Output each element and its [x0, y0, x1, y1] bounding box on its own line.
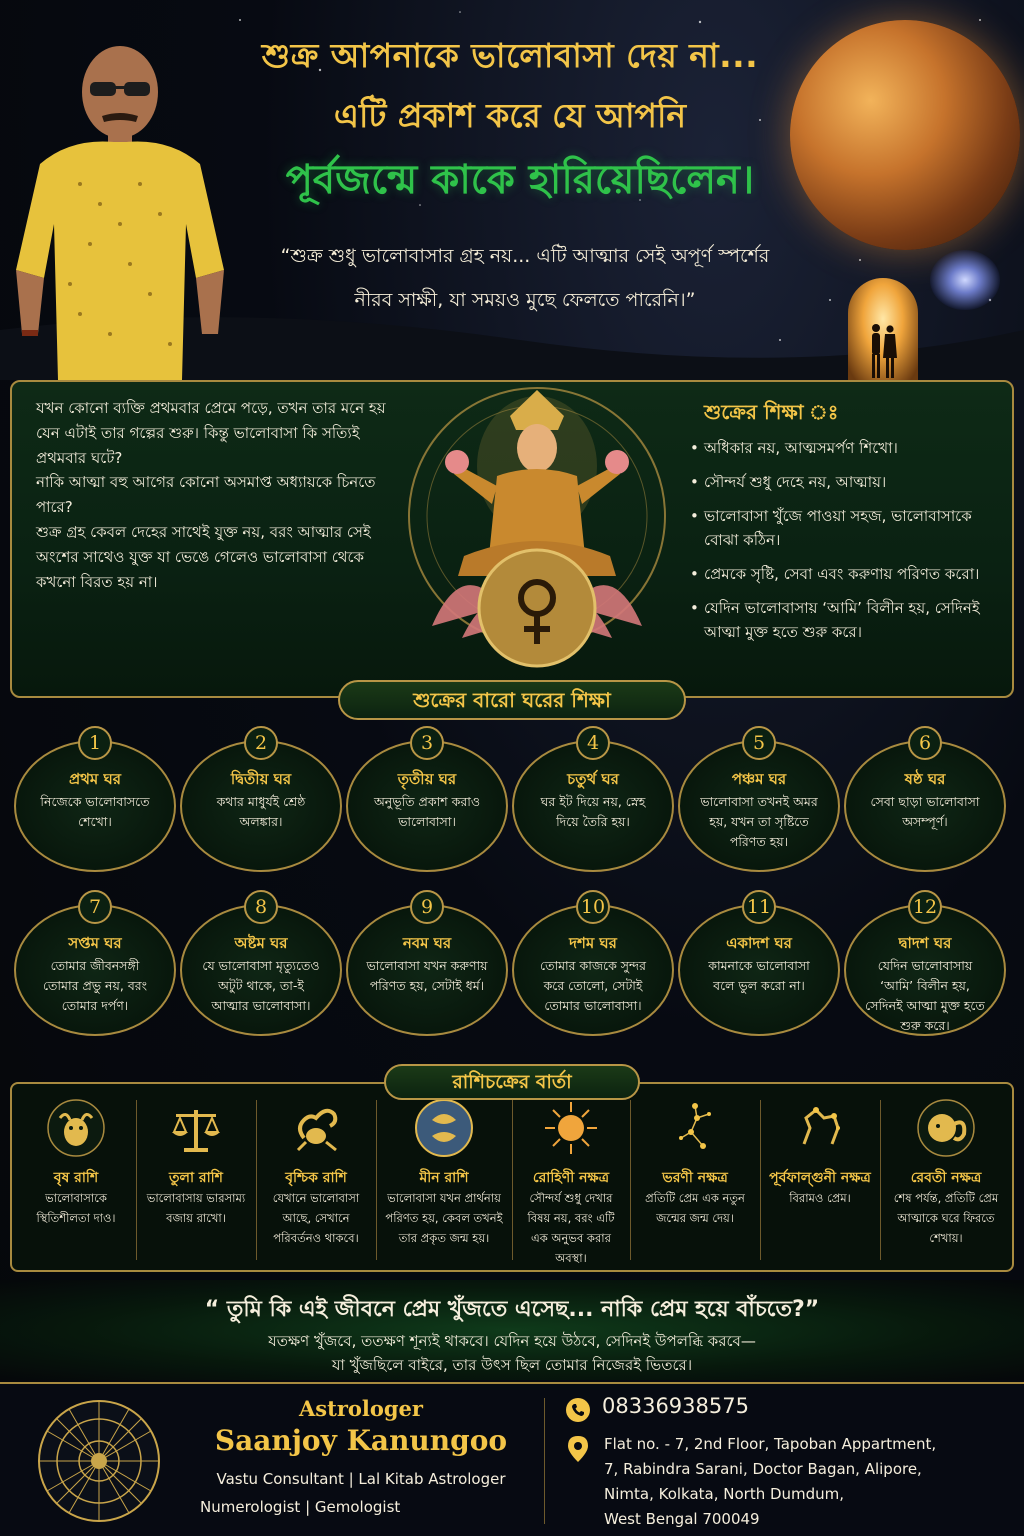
twelve-houses-grid: [10, 722, 1014, 1072]
footer-divider: [544, 1398, 545, 1524]
lesson-item: • ভালোবাসা খুঁজে পাওয়া সহজ, ভালোবাসাকে বোঝা কঠিন।: [688, 504, 1010, 552]
headline-line-3: পূর্বজন্মে কাকে হারিয়েছিলেন।: [285, 157, 755, 203]
footer-contact: [0, 1382, 1024, 1536]
zodiac-message-panel: [10, 1082, 1014, 1272]
house-text: নিজেকে ভালোবাসতে শেখো।: [40, 794, 150, 829]
house-card-6: [844, 726, 1006, 872]
house-card-7: [14, 890, 176, 1036]
house-card-1: [14, 726, 176, 872]
sun-icon: [541, 1098, 601, 1158]
house-text: ঘর ইট দিয়ে নয়, স্নেহ দিয়ে তৈরি হয়।: [540, 794, 646, 829]
scorpio-icon: [286, 1098, 346, 1158]
astrologer-name: Saanjoy Kanungoo: [214, 1424, 508, 1457]
header-quote: [215, 234, 835, 322]
zodiac-card: [762, 1098, 878, 1264]
house-name: দশম ঘর: [569, 934, 617, 952]
address-line-4: West Bengal 700049: [604, 1510, 760, 1528]
zodiac-card: [138, 1098, 254, 1264]
house-name: সপ্তম ঘর: [68, 934, 122, 952]
divider: [136, 1100, 137, 1260]
galaxy-image: [930, 250, 1000, 310]
house-text: কথার মাধুর্যই শ্রেষ্ঠ অলঙ্কার।: [216, 794, 306, 829]
houses-section-title: শুক্রের বারো ঘরের শিক্ষা: [338, 680, 686, 720]
constellation-icon: [665, 1098, 725, 1158]
zodiac-text: ভালোবাসাকে স্থিতিশীলতা দাও।: [36, 1191, 116, 1225]
venus-goddess-illustration: [402, 376, 672, 676]
headline-line-1: শুক্র আপনাকে ভালোবাসা দেয় না...: [261, 36, 759, 75]
house-name: ষষ্ঠ ঘর: [904, 770, 946, 788]
zodiac-text: সৌন্দর্য শুধু দেখার বিষয় নয়, বরং এটি এক অনুভব করার অবস্থা।: [527, 1191, 615, 1265]
libra-icon: [166, 1098, 226, 1158]
house-name: নবম ঘর: [402, 934, 452, 952]
house-card-2: [180, 726, 342, 872]
house-text: তোমার জীবনসঙ্গী তোমার প্রভু নয়, বরং তোমার দর্পণ।: [42, 958, 148, 1013]
address: [604, 1432, 1014, 1532]
zodiac-name: রেবতী নক্ষত্র: [910, 1170, 982, 1186]
house-number: 5: [742, 726, 776, 760]
intro-text: [36, 396, 406, 594]
house-text: অনুভূতি প্রকাশ করাও ভালোবাসা।: [373, 794, 481, 829]
astrologer-label: Astrologer: [299, 1396, 423, 1421]
house-card-9: [346, 890, 508, 1036]
house-card-4: [512, 726, 674, 872]
intro-paragraph-2: নাকি আত্মা বহু আগের কোনো অসমাপ্ত অধ্যায়কে চিনতে পারে?: [36, 473, 376, 517]
zodiac-name: তুলা রাশি: [169, 1170, 223, 1186]
house-name: দ্বিতীয় ঘর: [230, 770, 292, 788]
taurus-icon: [46, 1098, 106, 1158]
headline-line-2: এটি প্রকাশ করে যে আপনি: [333, 96, 687, 135]
house-text: ভালোবাসা যখন করুণায় পরিণত হয়, সেটাই ধর্ম।: [366, 958, 488, 993]
house-number: 8: [244, 890, 278, 924]
zodiac-card: [632, 1098, 758, 1264]
house-card-8: [180, 890, 342, 1036]
zodiac-card: [258, 1098, 374, 1264]
location-pin-icon: [568, 1436, 588, 1462]
house-number: 10: [576, 890, 610, 924]
zodiac-text: প্রতিটি প্রেম এক নতুন জন্মের জন্ম দেয়।: [645, 1191, 745, 1225]
intro-paragraph-3: শুক্র গ্রহ কেবল দেহের সাথেই যুক্ত নয়, বরং আত্মার সেই অংশের সাথেও যুক্ত যা ভেঙে গেলেও ভালোবাসা থেকে কখনো বিরত হয় না।: [36, 522, 371, 591]
house-number: 12: [908, 890, 942, 924]
closing-quote-line-2: যতক্ষণ খুঁজবে, ততক্ষণ শূন্যই থাকবে। যেদিন হয়ে উঠবে, সেদিনই উপলব্ধি করবে—: [268, 1332, 756, 1350]
astrologer-photo: [10, 34, 230, 380]
lion-constellation-icon: [790, 1098, 850, 1158]
phone-number[interactable]: 08336938575: [602, 1394, 749, 1418]
zodiac-text: শেষ পর্যন্ত, প্রতিটি প্রেম আত্মাকে ঘরে ফিরতে শেখায়।: [893, 1191, 999, 1245]
house-name: পঞ্চম ঘর: [731, 770, 787, 788]
address-line-1: Flat no. - 7, 2nd Floor, Tapoban Appartment,: [604, 1435, 937, 1453]
zodiac-name: ভরণী নক্ষত্র: [662, 1170, 728, 1186]
astrologer-roles-1: Vastu Consultant | Lal Kitab Astrologer: [216, 1470, 506, 1488]
lesson-item: • অধিকার নয়, আত্মসমর্পণ শিখো।: [688, 436, 1010, 460]
zodiac-text: ভালোবাসায় ভারসাম্য বজায় রাখো।: [146, 1191, 246, 1225]
house-text: যেদিন ভালোবাসায় ‘আমি’ বিলীন হয়, সেদিনই আত্মা মুক্ত হতে শুরু করে।: [865, 958, 985, 1033]
house-card-10: [512, 890, 674, 1036]
address-line-2: 7, Rabindra Sarani, Doctor Bagan, Alipore,: [604, 1460, 922, 1478]
house-number: 4: [576, 726, 610, 760]
divider: [256, 1100, 257, 1260]
divider: [880, 1100, 881, 1260]
divider: [630, 1100, 631, 1260]
house-text: ভালোবাসা তখনই অমর হয়, যখন তা সৃষ্টিতে পরিণত হয়।: [700, 794, 818, 849]
venus-lessons-list: [688, 436, 1010, 654]
zodiac-card: [514, 1098, 628, 1264]
leo-icon: [916, 1098, 976, 1158]
zodiac-name: বৃশ্চিক রাশি: [285, 1170, 347, 1186]
house-text: কামনাকে ভালোবাসা বলে ভুল করো না।: [708, 958, 810, 993]
zodiac-text: যেখানে ভালোবাসা আছে, সেখানে পরিবর্তনও থাকবে।: [272, 1191, 360, 1245]
couple-silhouette-image: [866, 322, 900, 380]
house-name: প্রথম ঘর: [69, 770, 121, 788]
zodiac-text: বিরামও প্রেম।: [789, 1191, 851, 1205]
house-number: 9: [410, 890, 444, 924]
zodiac-text: ভালোবাসা যখন প্রার্থনায় পরিণত হয়, কেবল তখনই তার প্রকৃত জন্ম হয়।: [385, 1191, 503, 1245]
zodiac-card: [378, 1098, 510, 1264]
venus-lessons-title: শুক্রের শিক্ষা ঃ: [704, 400, 839, 424]
closing-quote-section: [0, 1280, 1024, 1380]
divider: [760, 1100, 761, 1260]
phone-icon: [566, 1398, 590, 1422]
closing-quote-line-1: “ তুমি কি এই জীবনে প্রেম খুঁজতে এসেছ... নাকি প্রেম হয়ে বাঁচতে?”: [204, 1297, 820, 1322]
astrologer-roles-2: Numerologist | Gemologist: [200, 1498, 401, 1516]
divider: [512, 1100, 513, 1260]
house-name: একাদশ ঘর: [726, 934, 792, 952]
closing-quote-line-3: যা খুঁজছিলে বাইরে, তার উৎস ছিল তোমার নিজেরই ভিতরে।: [331, 1356, 693, 1374]
house-number: 3: [410, 726, 444, 760]
house-number: 1: [78, 726, 112, 760]
zodiac-name: রোহিণী নক্ষত্র: [532, 1170, 610, 1186]
house-name: চতুর্থ ঘর: [567, 770, 619, 788]
house-name: দ্বাদশ ঘর: [898, 934, 952, 952]
pisces-icon: [414, 1098, 474, 1158]
lesson-item: • প্রেমকে সৃষ্টি, সেবা এবং করুণায় পরিণত করো।: [688, 562, 1010, 586]
venus-planet-image: [790, 20, 1020, 250]
intro-paragraph-1: যখন কোনো ব্যক্তি প্রথমবার প্রেমে পড়ে, তখন তার মনে হয় যেন এটাই তার গল্পের শুরু। কিন্তু ভালোবাসা কি সত্যিই প্রথমবার ঘটে?: [36, 399, 386, 467]
house-number: 6: [908, 726, 942, 760]
zodiac-name: বৃষ রাশি: [53, 1170, 99, 1186]
house-card-5: [678, 726, 840, 872]
header-quote-line-2: নীরব সাক্ষী, যা সময়ও মুছে ফেলতে পারেনি।”: [354, 289, 696, 311]
lesson-item: • সৌন্দর্য শুধু দেহে নয়, আত্মায়।: [688, 470, 1010, 494]
house-card-12: [844, 890, 1006, 1036]
zodiac-name: পূর্বফাল্গুনী নক্ষত্র: [769, 1170, 871, 1186]
house-text: সেবা ছাড়া ভালোবাসা অসম্পূর্ণ।: [870, 794, 980, 829]
zodiac-card: [882, 1098, 1010, 1264]
house-number: 2: [244, 726, 278, 760]
house-card-3: [346, 726, 508, 872]
house-text: যে ভালোবাসা মৃত্যুতেও অটুট থাকে, তা-ই আত্মার ভালোবাসা।: [202, 958, 320, 1013]
zodiac-card: [18, 1098, 134, 1264]
zodiac-wheel-icon: [36, 1398, 162, 1524]
divider: [376, 1100, 377, 1260]
zodiac-name: মীন রাশি: [419, 1170, 469, 1186]
house-name: তৃতীয় ঘর: [397, 770, 457, 788]
header-quote-line-1: “শুক্র শুধু ভালোবাসার গ্রহ নয়... এটি আত্মার সেই অপূর্ণ স্পর্শের: [280, 245, 770, 267]
venus-intro-panel: [10, 380, 1014, 698]
lesson-item: • যেদিন ভালোবাসায় ‘আমি’ বিলীন হয়, সেদিনই আত্মা মুক্ত হতে শুরু করে।: [688, 596, 1010, 644]
house-name: অষ্টম ঘর: [234, 934, 288, 952]
house-number: 7: [78, 890, 112, 924]
zodiac-section-title: রাশিচক্রের বার্তা: [384, 1064, 640, 1100]
house-number: 11: [742, 890, 776, 924]
address-line-3: Nimta, Kolkata, North Dumdum,: [604, 1485, 845, 1503]
house-text: তোমার কাজকে সুন্দর করে তোলো, সেটাই তোমার ভালোবাসা।: [540, 958, 646, 1013]
house-card-11: [678, 890, 840, 1036]
